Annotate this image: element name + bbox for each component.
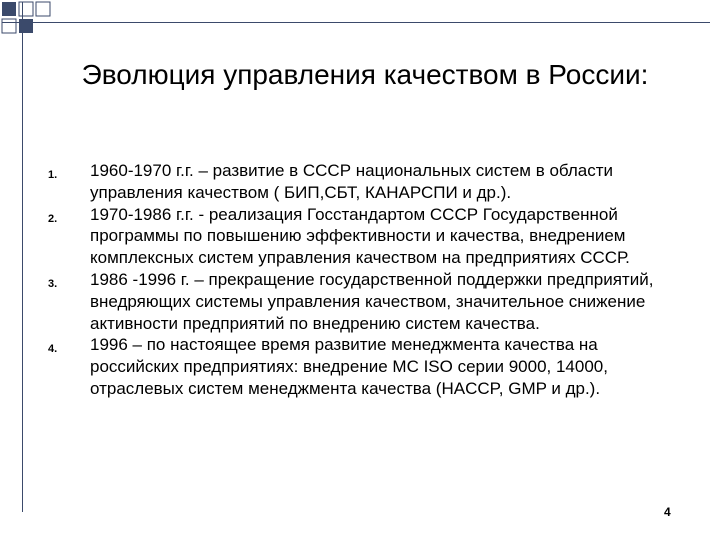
list-item-number: 1.: [48, 169, 58, 181]
numbered-list: [0, 160, 720, 400]
list-item-text: 1960-1970 г.г. – развитие в СССР национальных систем в области управления качеством ( БИП,СБТ, КАНАРСПИ и др.).: [90, 161, 614, 202]
list-item-text: 1970-1986 г.г. - реализация Госстандартом СССР Государственной программы по повышению эффективности и качества, внедрением комплексных систем управления качеством на предприятиях СССР.: [90, 204, 630, 268]
list-item: [0, 160, 720, 204]
list-item-number: 2.: [48, 212, 58, 225]
list-item-text: 1996 – по настоящее время развитие менеджмента качества на российских предприятиях: внедрение МС ISO серии 9000, 14000, отраслевых систем менеджмента качества (HACCP, GMP и др.).: [90, 335, 608, 398]
square-outline-2: [36, 2, 50, 16]
page-number: 4: [664, 505, 671, 519]
list-item: [0, 269, 720, 334]
list-item-number: 4.: [48, 343, 58, 356]
list-item: [0, 204, 720, 269]
list-item: [0, 334, 720, 399]
slide-title: Эволюция управления качеством в России:: [81, 59, 649, 90]
corner-squares-decoration: [0, 0, 80, 48]
square-filled-1: [2, 2, 16, 16]
list-item-number: 3.: [48, 277, 58, 290]
list-item-text: 1986 -1996 г. – прекращение государственной поддержки предприятий, внедряющих системы управления качеством, значительное снижение активности предприятий по внедрению систем качества.: [90, 269, 654, 333]
horizontal-rule: [2, 22, 710, 23]
